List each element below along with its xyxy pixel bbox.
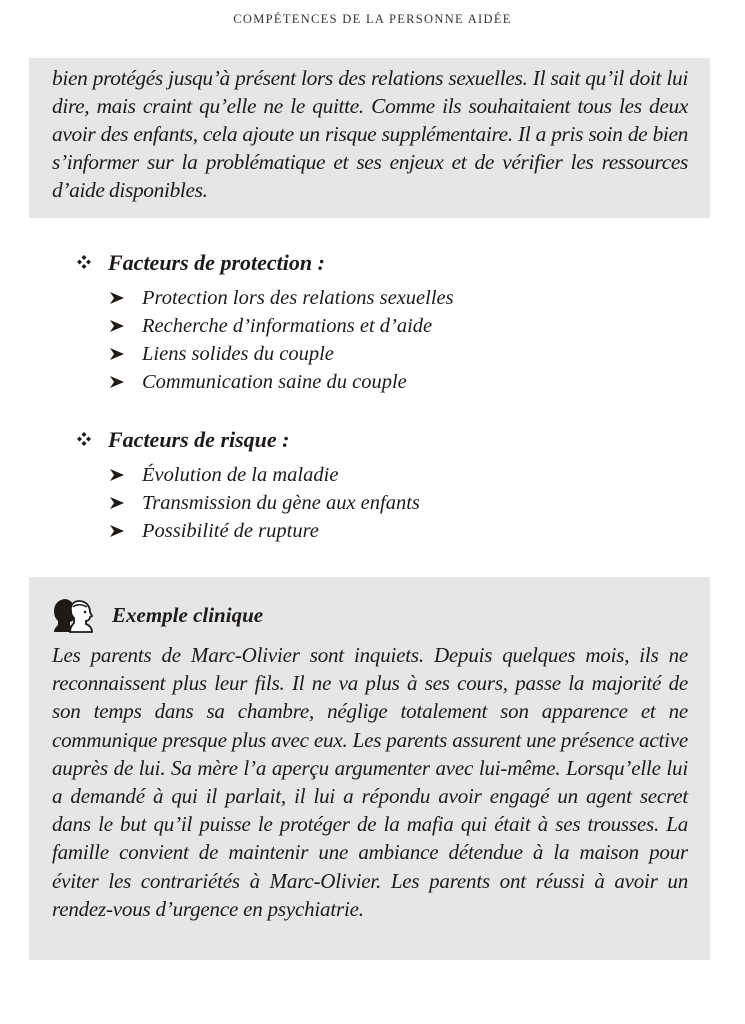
protection-factors-list bbox=[110, 284, 454, 396]
list-item bbox=[110, 312, 454, 340]
clinical-example-paragraph: Les parents de Marc-Olivier sont inquiets. Depuis quelques mois, ils ne reconnaissent plus leur fils. Il ne va plus à ses cours, passe la majorité de son temps dans sa chambre, néglige totalement son apparence et ne communique presque plus avec eux. Les parents assurent une présence active auprès de lui. Sa mère l’a aperçu argumenter avec lui-même. Lorsqu’elle lui a demandé à qui il parlait, il lui a répondu avoir engagé un agent secret dans le but qu’il puisse le protéger de la mafia qui était à ses trousses. La famille convient de maintenir une ambiance détendue à la maison pour éviter les contrariétés à Marc-Olivier. Les parents ont réussi à avoir un rendez-vous d’urgence en psychiatrie. bbox=[52, 643, 688, 921]
four-diamonds-icon bbox=[76, 248, 108, 278]
clinical-example-box bbox=[29, 577, 710, 960]
list-item-text: Évolution de la maladie bbox=[142, 464, 339, 486]
section-title-text: Facteurs de protection : bbox=[108, 250, 325, 275]
list-item bbox=[110, 368, 454, 396]
list-item-text: Recherche d’informations et d’aide bbox=[142, 315, 433, 337]
protection-factors-section bbox=[76, 248, 454, 396]
clinical-example-title: Exemple clinique bbox=[112, 602, 264, 627]
two-faces-icon bbox=[52, 597, 94, 633]
arrowhead-icon bbox=[110, 517, 142, 545]
arrowhead-icon bbox=[110, 312, 142, 340]
four-diamonds-icon bbox=[76, 425, 108, 455]
list-item-text: Protection lors des relations sexuelles bbox=[142, 287, 454, 309]
risk-factors-list bbox=[110, 461, 420, 545]
arrowhead-icon bbox=[110, 284, 142, 312]
list-item bbox=[110, 489, 420, 517]
running-head: COMPÉTENCES DE LA PERSONNE AIDÉE bbox=[233, 12, 512, 26]
section-title bbox=[76, 248, 454, 278]
intro-box bbox=[29, 58, 710, 218]
list-item bbox=[110, 517, 420, 545]
arrowhead-icon bbox=[110, 461, 142, 489]
intro-paragraph: bien protégés jusqu’à présent lors des relations sexuelles. Il sait qu’il doit lui dire, mais craint qu’elle ne le quitte. Comme ils souhaitaient tous les deux avoir des enfants, cela ajoute un risque supplémentaire. Il a pris soin de bien s’informer sur la problématique et ses enjeux et de vérifier les ressources d’aide disponibles. bbox=[52, 66, 688, 202]
section-title-text: Facteurs de risque : bbox=[108, 427, 290, 452]
arrowhead-icon bbox=[110, 368, 142, 396]
arrowhead-icon bbox=[110, 489, 142, 517]
arrowhead-icon bbox=[110, 340, 142, 368]
list-item-text: Transmission du gène aux enfants bbox=[142, 492, 420, 514]
clinical-example-header bbox=[52, 595, 688, 635]
list-item-text: Possibilité de rupture bbox=[142, 520, 319, 542]
list-item bbox=[110, 461, 420, 489]
risk-factors-section bbox=[76, 425, 420, 545]
list-item bbox=[110, 284, 454, 312]
list-item bbox=[110, 340, 454, 368]
list-item-text: Communication saine du couple bbox=[142, 371, 407, 393]
list-item-text: Liens solides du couple bbox=[142, 343, 334, 365]
section-title bbox=[76, 425, 420, 455]
